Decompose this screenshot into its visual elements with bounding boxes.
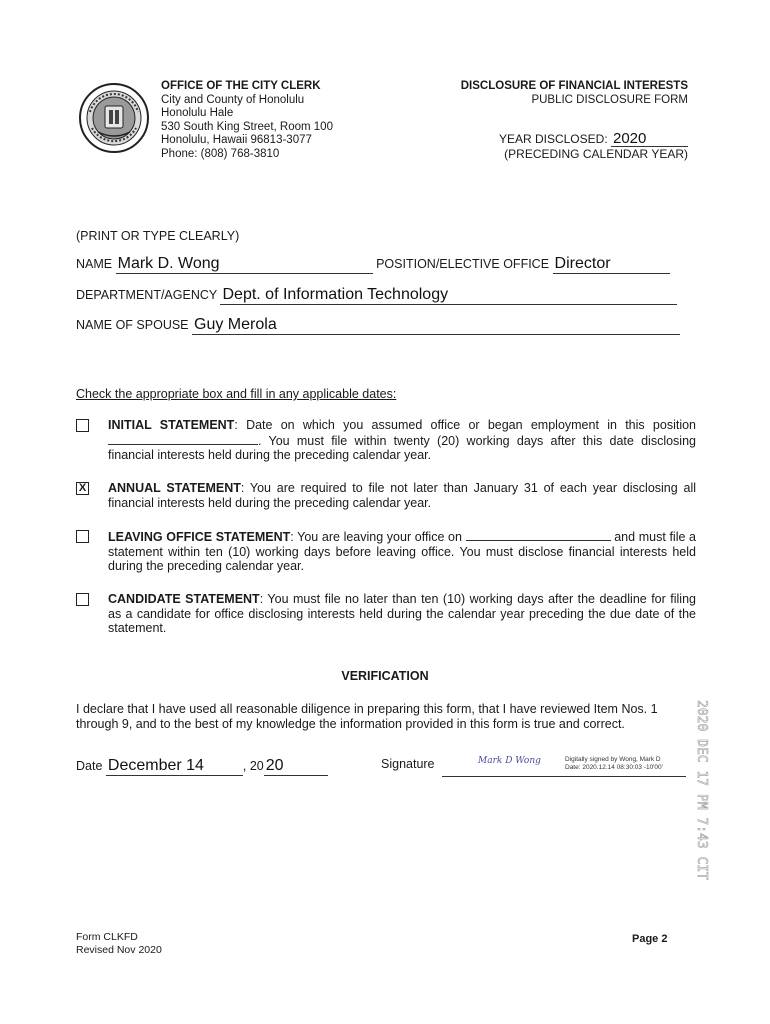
initial-statement-checkbox[interactable]: [76, 419, 89, 432]
statement-text: : Date on which you assumed office or began employment in this position: [234, 418, 696, 432]
name-position-row: [76, 255, 670, 274]
department-label: DEPARTMENT/AGENCY: [76, 288, 217, 302]
digital-signature-line: Date: 2020.12.14 08:30:03 -10'00': [565, 764, 663, 771]
year-disclosed-field[interactable]: 2020: [611, 132, 688, 147]
statement-title: ANNUAL STATEMENT: [108, 481, 241, 495]
city-seal-logo: [78, 82, 150, 154]
candidate-statement: [108, 592, 696, 636]
leaving-office-statement: [108, 529, 696, 574]
statement-text: : You are leaving your office on: [290, 530, 462, 544]
initial-statement: [108, 418, 696, 463]
spouse-row: [76, 316, 680, 335]
address-line: Phone: (808) 768-3810: [161, 147, 280, 160]
leaving-statement-checkbox[interactable]: [76, 530, 89, 543]
department-row: [76, 286, 677, 305]
verification-text: I declare that I have used all reasonable diligence in preparing this form, that I have reviewed Item Nos. 1 through 9, and to the best of my knowledge the information provided in this form is true and correct.: [76, 702, 658, 731]
svg-text:2020 DEC 17 PM 7:43 CITY CLERK: 2020 DEC 17 PM 7:43 CITY CLERK: [694, 700, 709, 880]
received-stamp: [690, 700, 720, 880]
form-subtitle: PUBLIC DISCLOSURE FORM: [531, 93, 688, 106]
instructions: Check the appropriate box and fill in any applicable dates:: [76, 387, 397, 401]
department-field[interactable]: Dept. of Information Technology: [220, 286, 677, 305]
office-title: OFFICE OF THE CITY CLERK: [161, 80, 321, 92]
form-title: DISCLOSURE OF FINANCIAL INTERESTS: [460, 80, 688, 92]
annual-statement: [108, 481, 696, 510]
form-footer-id: [76, 931, 162, 957]
statement-text: . You must file within twenty (20) working days after this date disclosing financial interests held during the preceding calendar year.: [108, 433, 696, 462]
date-row: [76, 757, 328, 776]
name-label: NAME: [76, 257, 113, 271]
page-number: Page 2: [632, 933, 668, 945]
signature-field[interactable]: [442, 776, 686, 777]
address-line: Honolulu Hale: [161, 107, 234, 119]
candidate-statement-checkbox[interactable]: [76, 593, 89, 606]
revised-date: Revised Nov 2020: [76, 944, 162, 956]
address-line: 530 South King Street, Room 100: [161, 120, 333, 133]
form-id: Form CLKFD: [76, 931, 138, 943]
year-disclosed-label: YEAR DISCLOSED:: [498, 132, 608, 146]
date-field[interactable]: December 14: [106, 757, 243, 776]
year-note: (PRECEDING CALENDAR YEAR): [504, 147, 688, 161]
statement-text: and must file a statement within ten (10) working days before leaving office. You must disclose financial interests held during the preceding calendar year.: [108, 530, 696, 573]
spouse-field[interactable]: Guy Merola: [192, 316, 680, 335]
statement-title: INITIAL STATEMENT: [108, 418, 235, 432]
office-address-block: [161, 80, 333, 161]
year-prefix: , 20: [242, 759, 264, 773]
year-field[interactable]: 20: [264, 757, 328, 776]
digital-signature-line: Digitally signed by Wong, Mark D: [565, 756, 661, 763]
print-note: (PRINT OR TYPE CLEARLY): [76, 229, 240, 243]
spouse-label: NAME OF SPOUSE: [76, 318, 189, 332]
date-label: Date: [76, 759, 103, 773]
statement-text: : You must file no later than ten (10) working days after the deadline for filing as a candidate for office disclosing interests held during the calendar year preceding the due date of the statement.: [108, 592, 696, 635]
signature-scribble: Mark D Wong: [478, 756, 541, 766]
name-field[interactable]: Mark D. Wong: [116, 255, 373, 274]
position-label: POSITION/ELECTIVE OFFICE: [376, 257, 550, 271]
signature-label: Signature: [381, 757, 435, 771]
address-line: City and County of Honolulu: [161, 93, 305, 106]
leaving-date-field[interactable]: [466, 529, 611, 541]
statement-title: LEAVING OFFICE STATEMENT: [108, 530, 291, 544]
statement-text: : You are required to file not later than January 31 of each year disclosing all financial interests held during the preceding calendar year.: [108, 481, 696, 510]
verification-title: VERIFICATION: [341, 669, 429, 683]
annual-statement-checkbox[interactable]: X: [76, 482, 89, 495]
initial-date-field[interactable]: [108, 433, 258, 445]
position-field[interactable]: Director: [553, 255, 670, 274]
statement-title: CANDIDATE STATEMENT: [108, 592, 260, 606]
year-disclosed-row: [499, 132, 688, 161]
form-title-block: [461, 80, 688, 107]
address-line: Honolulu, Hawaii 96813-3077: [161, 134, 312, 146]
digital-signature-info: [565, 756, 663, 772]
